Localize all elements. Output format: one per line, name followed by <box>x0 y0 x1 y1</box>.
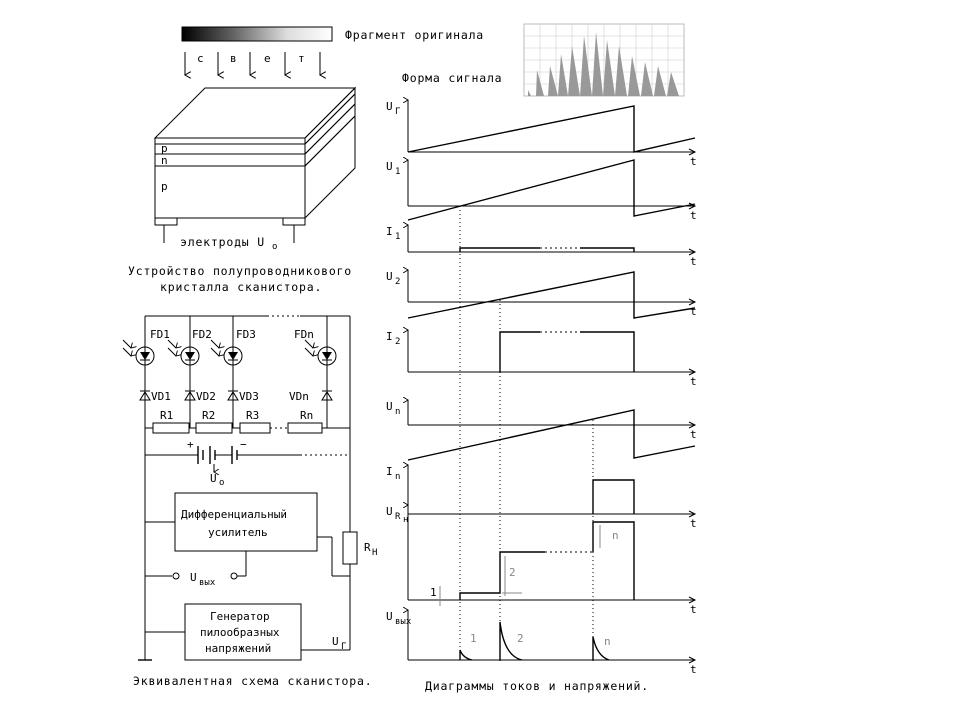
step-mark: n <box>612 529 619 542</box>
signal-form-label: Форма сигнала <box>402 71 503 85</box>
photodiode-label: FD2 <box>192 328 212 341</box>
plot-label-sub: R <box>395 512 401 522</box>
step-mark: 1 <box>430 586 437 599</box>
axis-t-label: t <box>690 517 697 530</box>
plot-label: U <box>386 270 393 283</box>
resistor-label: R1 <box>160 409 174 422</box>
diode-label: VD2 <box>196 390 216 403</box>
plot-label-sub: вых <box>395 617 412 627</box>
timing-plot <box>386 100 697 168</box>
i2-trace <box>500 332 634 372</box>
uout-sub: вых <box>199 578 216 588</box>
pulse-mark: n <box>604 635 611 648</box>
plot-label: U <box>386 610 393 623</box>
battery-minus: − <box>240 438 247 451</box>
sawtooth-trace <box>408 106 695 152</box>
gen-line3: напряжений <box>205 642 272 655</box>
light-fragment <box>182 27 502 85</box>
layer-label: p <box>161 180 168 193</box>
resistor-label: Rn <box>300 409 314 422</box>
u2-trace <box>408 272 695 318</box>
amp-line1: Дифференциальный <box>181 508 287 521</box>
light-letter: т <box>298 52 305 65</box>
plot-label-sub: n <box>395 472 401 482</box>
plot-label: I <box>386 330 393 343</box>
uout-label: U <box>190 571 197 584</box>
pulse-mark: 2 <box>517 632 524 645</box>
plot-label-sub: Г <box>395 107 401 117</box>
plot-label-sub: 1 <box>395 232 401 242</box>
battery-label: U <box>210 472 217 485</box>
light-ray-icon <box>305 348 313 356</box>
rn-label: R <box>364 541 371 554</box>
axis-t-label: t <box>690 155 697 168</box>
light-letter: е <box>264 52 271 65</box>
timing-plot <box>386 400 697 460</box>
photodiode-label: FDn <box>294 328 314 341</box>
axis-t-label: t <box>690 603 697 616</box>
electrode-right <box>283 218 305 225</box>
diode-label: VDn <box>289 390 309 403</box>
rn-sub: Н <box>372 548 378 558</box>
timing-plot <box>386 610 697 676</box>
diode-label: VD1 <box>151 390 171 403</box>
pulse-trace <box>460 650 472 660</box>
gen-line2: пилообразных <box>200 626 280 639</box>
light-ray-icon <box>123 348 131 356</box>
circuit-caption: Эквивалентная схема сканистора. <box>133 674 373 688</box>
u1-trace <box>408 160 695 220</box>
gradient-strip <box>182 27 332 41</box>
plot-label-sub: n <box>395 407 401 417</box>
plot-label: I <box>386 465 393 478</box>
light-ray-icon <box>168 340 176 348</box>
light-letter: с <box>197 52 204 65</box>
photodiode-label: FD3 <box>236 328 256 341</box>
light-ray-icon <box>211 348 219 356</box>
crystal-device <box>128 88 355 294</box>
ug-sub: Г <box>341 642 347 652</box>
plot-label-sub: 2 <box>395 337 401 347</box>
resistor-label: R2 <box>202 409 216 422</box>
electrodes-sub: o <box>272 242 278 252</box>
resistor-label: R3 <box>246 409 260 422</box>
diagrams-caption: Диаграммы токов и напряжений. <box>425 679 649 693</box>
resistor-icon <box>288 423 322 433</box>
pulse-mark: 1 <box>470 632 477 645</box>
resistor-icon <box>153 423 189 433</box>
timing-plot <box>386 505 697 616</box>
plot-label: I <box>386 225 393 238</box>
amp-line2: усилитель <box>208 526 268 539</box>
light-ray-icon <box>123 340 131 348</box>
photodiode-label: FD1 <box>150 328 170 341</box>
electrode-left <box>155 218 177 225</box>
plot-label-sub2: н <box>403 515 409 525</box>
layer-label: p <box>161 142 168 155</box>
axis-t-label: t <box>690 428 697 441</box>
ug-label: U <box>332 635 339 648</box>
output-terminal <box>173 573 179 579</box>
step-mark: 2 <box>509 566 516 579</box>
axis-t-label: t <box>690 305 697 318</box>
axis-t-label: t <box>690 663 697 676</box>
resistor-icon <box>240 423 270 433</box>
timing-plot <box>386 160 697 222</box>
resistor-icon <box>196 423 232 433</box>
light-ray-icon <box>211 340 219 348</box>
fragment-label: Фрагмент оригинала <box>345 28 485 42</box>
plot-label: U <box>386 505 393 518</box>
in-trace <box>593 480 634 514</box>
equivalent-circuit <box>123 316 377 688</box>
light-letter: в <box>230 52 237 65</box>
plot-label-sub: 1 <box>395 167 401 177</box>
plot-label-sub: 2 <box>395 277 401 287</box>
signal-form-chart <box>524 24 684 96</box>
plot-label: U <box>386 160 393 173</box>
axis-t-label: t <box>690 209 697 222</box>
axis-t-label: t <box>690 375 697 388</box>
timing-plot <box>386 270 697 318</box>
timing-plot <box>386 465 697 530</box>
light-ray-icon <box>168 348 176 356</box>
crystal-caption-line1: Устройство полупроводникового <box>128 264 352 278</box>
diode-label: VD3 <box>239 390 259 403</box>
load-resistor-icon <box>343 532 357 564</box>
plot-label: U <box>386 400 393 413</box>
crystal-caption-line2: кристалла сканистора. <box>160 280 323 294</box>
timing-plot <box>386 330 697 388</box>
battery-sub: o <box>219 478 225 488</box>
plot-label: U <box>386 100 393 113</box>
battery-plus: + <box>187 438 194 451</box>
diff-amplifier <box>175 493 317 551</box>
electrodes-label: электроды U <box>180 235 265 249</box>
timing-diagrams <box>386 100 697 676</box>
layer-label: n <box>161 154 168 167</box>
light-ray-icon <box>305 340 313 348</box>
output-terminal <box>231 573 237 579</box>
gen-line1: Генератор <box>210 610 270 623</box>
un-trace <box>408 410 695 460</box>
axis-t-label: t <box>690 255 697 268</box>
